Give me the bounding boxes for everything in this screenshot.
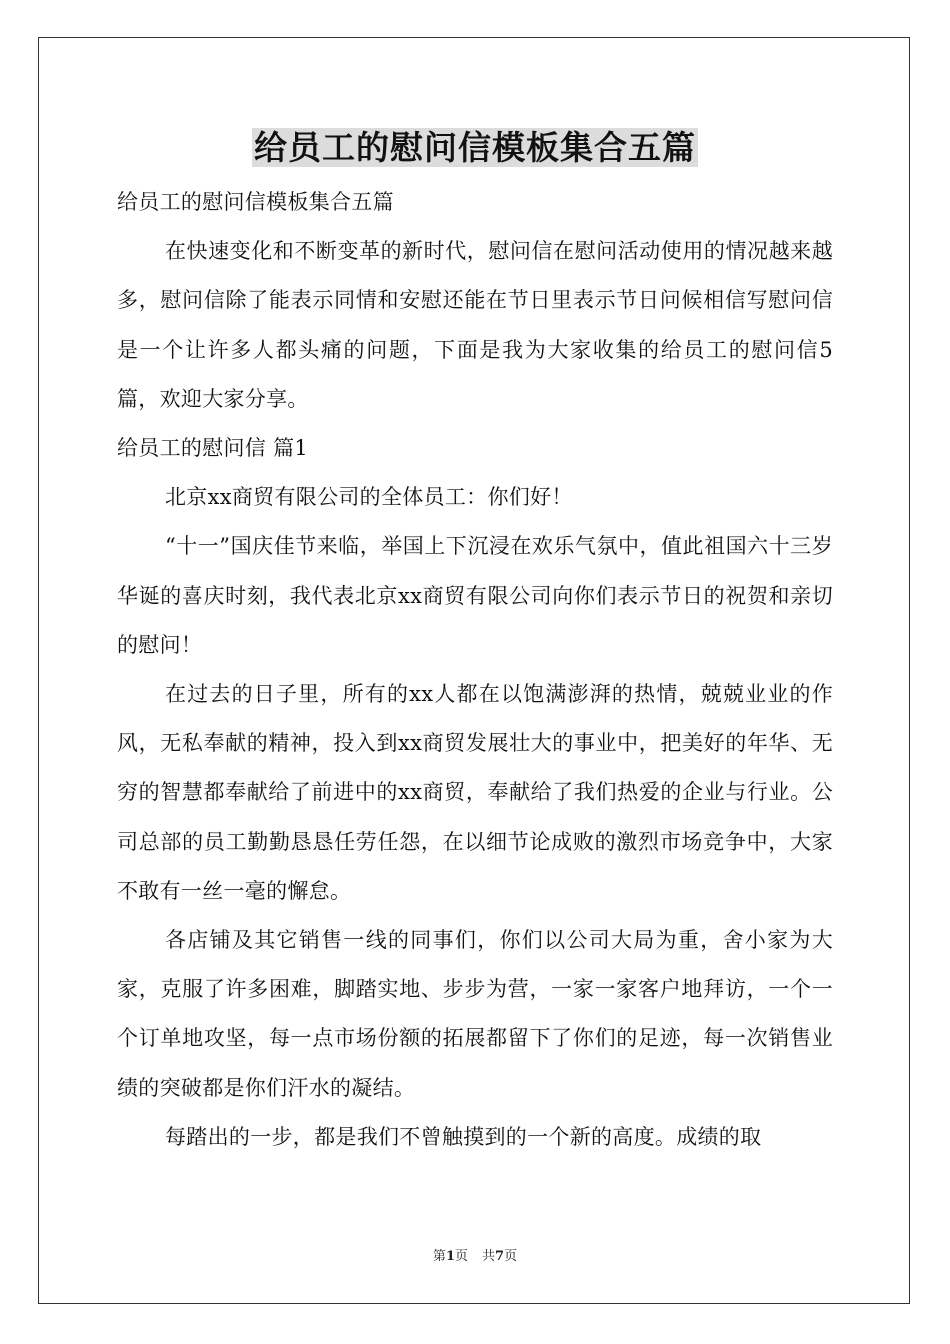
document-title-text: 给员工的慰问信模板集合五篇 <box>254 128 696 167</box>
total-pages: 7 <box>495 1249 505 1264</box>
page-prefix: 第 <box>432 1249 446 1264</box>
paragraph-0: 给员工的慰问信模板集合五篇 <box>117 190 394 214</box>
paragraph-2: 给员工的慰问信 篇1 <box>117 436 309 461</box>
paragraph-7: 每踏出的一步，都是我们不曾触摸到的一个新的高度。成绩的取 <box>165 1124 762 1149</box>
document-title <box>0 126 950 170</box>
paragraph-6: 各店铺及其它销售一线的同事们，你们以公司大局为重，舍小家为大家，克服了许多困难，脚踏实地、步步为营，一家一家客户地拜访，一个一个订单地攻坚，每一点市场份额的拓展都留下了你们的足迹，每一次销售业绩的突破都是你们汗水的凝结。 <box>117 928 833 1100</box>
paragraph-1: 在快速变化和不断变革的新时代，慰问信在慰问活动使用的情况越来越多，慰问信除了能表示同情和安慰还能在节日里表示节日问候相信写慰问信是一个让许多人都头痛的问题，下面是我为大家收集的给员工的慰问信5篇，欢迎大家分享。 <box>117 239 833 411</box>
paragraph-4: “十一”国庆佳节来临，举国上下沉浸在欢乐气氛中，值此祖国六十三岁华诞的喜庆时刻，我代表北京xx商贸有限公司向你们表示节日的祝贺和亲切的慰问！ <box>117 534 833 657</box>
paragraph-5: 在过去的日子里，所有的xx人都在以饱满澎湃的热情，兢兢业业的作风，无私奉献的精神，投入到xx商贸发展壮大的事业中，把美好的年华、无穷的智慧都奉献给了前进中的xx商贸，奉献给了我们热爱的企业与行业。公司总部的员工勤勤恳恳任劳任怨，在以细节论成败的激烈市场竞争中，大家不敢有一丝一毫的懈怠。 <box>117 682 833 903</box>
page-number: 1 <box>445 1249 455 1264</box>
page-footer <box>0 1248 950 1266</box>
total-prefix: 共 <box>482 1249 496 1264</box>
paragraph-3: 北京xx商贸有限公司的全体员工：你们好！ <box>165 485 573 510</box>
total-suffix: 页 <box>504 1249 518 1264</box>
document-body <box>117 178 833 1162</box>
page-suffix: 页 <box>454 1249 468 1264</box>
